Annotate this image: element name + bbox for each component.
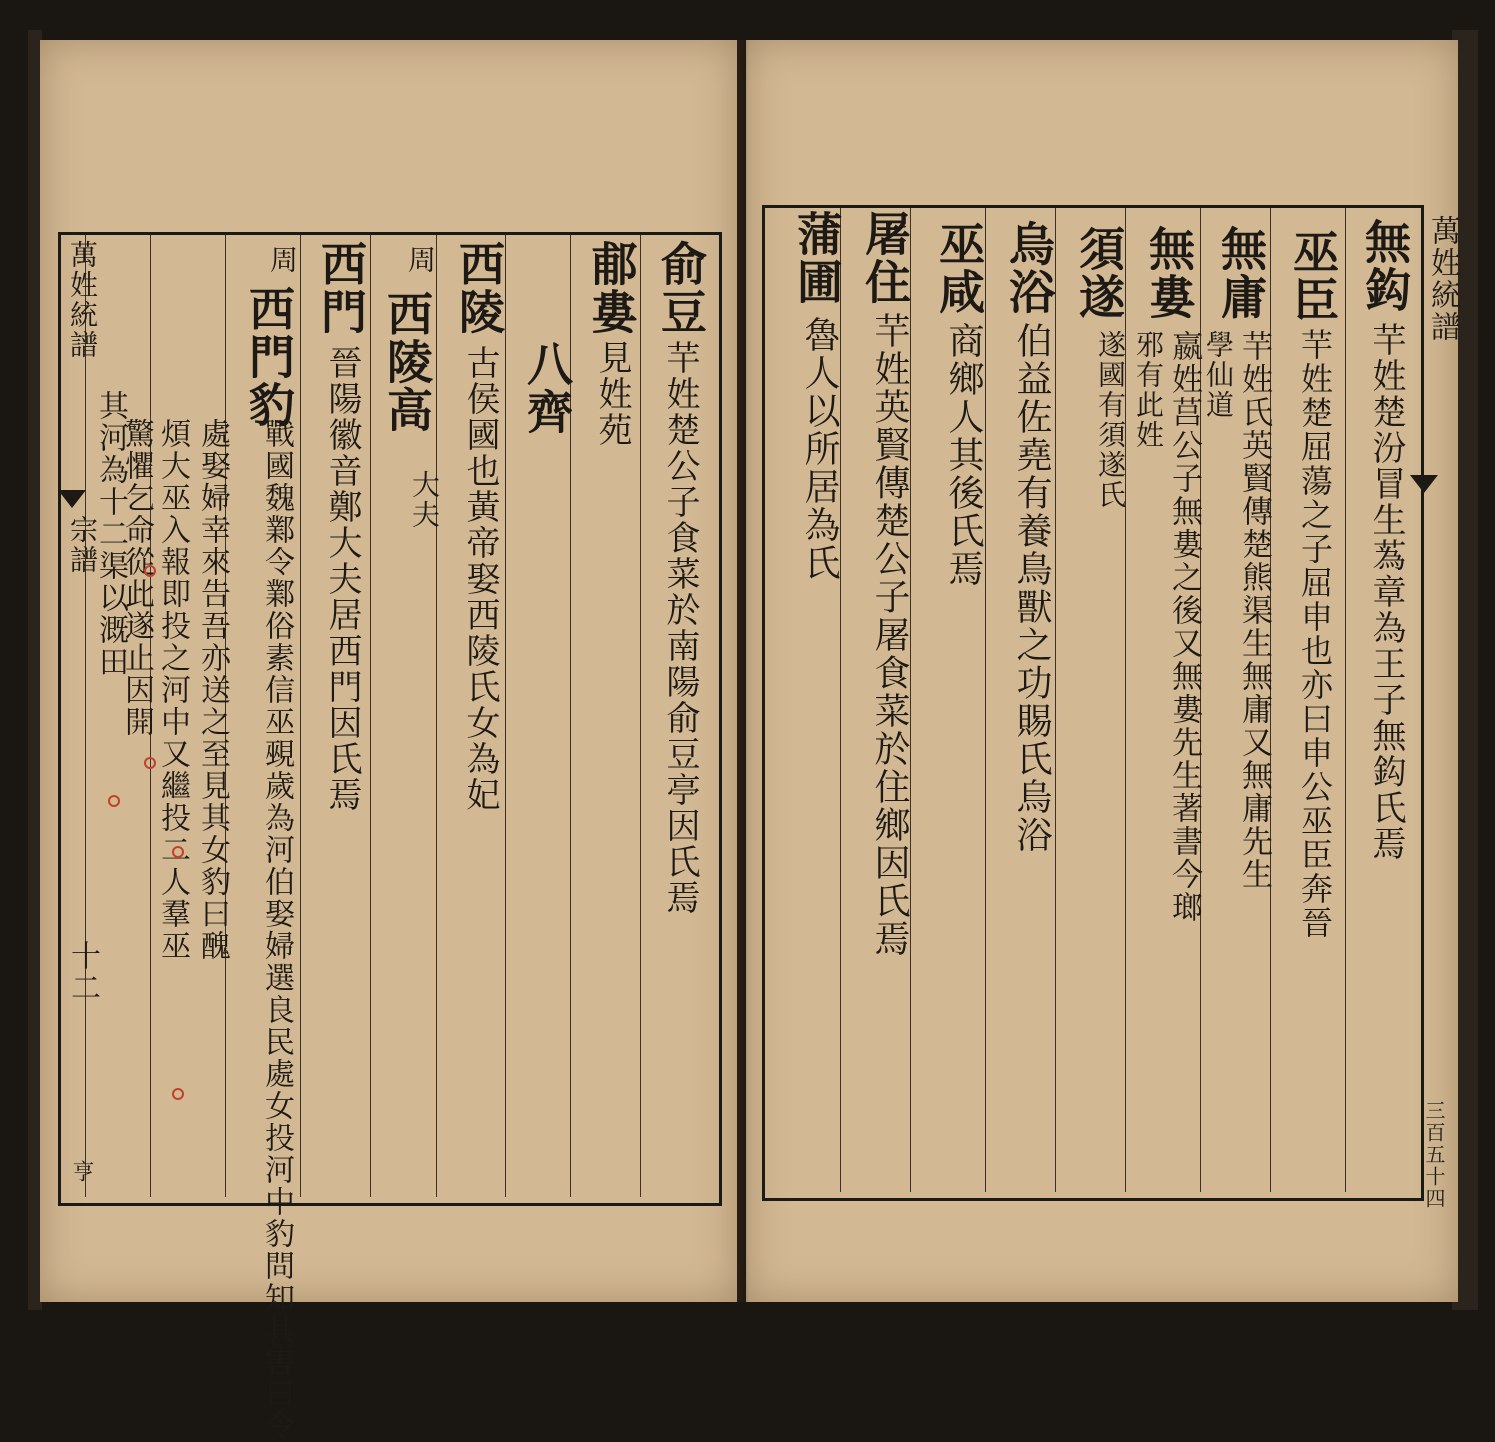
entry-head: 巫咸 [932,220,986,316]
entry-head: 西門豹 [242,285,296,429]
entry-text: 其河為十二渠以溉田 [93,390,128,678]
left-margin-page: 十二 [65,940,100,1004]
entry-text: 見姓苑 [592,340,632,448]
punctuation-mark-icon [172,846,184,858]
punctuation-mark-icon [144,757,156,769]
entry-text: 古侯國也黃帝娶西陵氏女為妃 [460,345,500,813]
punctuation-mark-icon [108,795,120,807]
dynasty-label: 周 [404,245,437,275]
entry-text: 戰國魏鄴令鄴俗素信巫覡歲為河伯娶婦選良民處女投河中豹問知其害曰令 [259,418,294,1442]
entry-text: 芉姓楚汾冒生蒍章為王子無鈎氏焉 [1366,322,1406,862]
fold-mark-icon [58,490,86,508]
dynasty-label: 周 [266,245,299,275]
entry-head: 俞豆 [654,240,708,336]
fold-mark-icon [1410,475,1438,493]
entry-text: 嬴姓莒公子無婁之後又無婁先生著書今瑯 [1166,330,1202,924]
entry-text: 芉姓氏英賢傳楚熊渠生無庸又無庸先生 [1236,330,1272,891]
entry-text: 煩大巫入報即投之河中又繼投二人羣巫 [155,418,190,962]
punctuation-mark-icon [172,1088,184,1100]
entry-head: 西陵 [452,240,506,336]
entry-head: 蒲圃 [790,210,844,306]
entry-text: 芉姓英賢傳楚公子屠食菜於住鄉因氏焉 [869,312,910,958]
entry-text: 芉姓楚屈蕩之子屈申也亦曰申公巫臣奔晉 [1296,328,1334,940]
entry-text: 芉姓楚公子食菜於南陽俞豆亭因氏焉 [660,340,700,916]
entry-head: 屠住 [858,210,912,306]
entry-head: 郙婁 [584,240,638,336]
entry-text-note: 學仙道 [1202,330,1235,420]
entry-text: 晉陽徽音鄭大夫居西門因氏焉 [322,345,362,813]
left-margin-volume: 宗譜 [66,515,99,575]
entry-head: 西陵高 [380,290,434,434]
entry-text-note: 邪有此姓 [1132,330,1165,450]
entry-head: 烏浴 [1002,220,1056,316]
entry-text: 大夫 [408,470,441,530]
entry-text: 魯人以所居為氏 [799,316,840,582]
entry-head: 無庸 [1214,225,1268,321]
entry-head: 無婁 [1142,225,1196,321]
entry-text: 處娶婦幸來告吾亦送之至見其女豹曰醜 [195,418,230,962]
gutter-shadow [737,40,749,1302]
punctuation-mark-icon [144,565,156,577]
entry-head: 西門 [314,240,368,336]
right-margin-page: 三百五十四 [1422,1100,1446,1210]
entry-head: 須遂 [1072,225,1126,321]
left-margin-bottom: 亨 [69,1160,94,1184]
section-heading: 八齊 [520,340,574,436]
entry-head: 巫臣 [1286,228,1340,324]
left-margin-title: 萬姓統譜 [66,240,99,360]
entry-text: 商鄉人其後氏焉 [943,322,984,588]
right-margin-title: 萬姓統譜 [1425,215,1460,343]
entry-text: 伯益佐堯有養鳥獸之功賜氏烏浴 [1011,322,1052,854]
entry-text: 驚懼乞命從此遂止因開 [119,418,154,738]
entry-head: 無鈎 [1358,218,1412,314]
entry-text: 遂國有須遂氏 [1094,330,1127,510]
